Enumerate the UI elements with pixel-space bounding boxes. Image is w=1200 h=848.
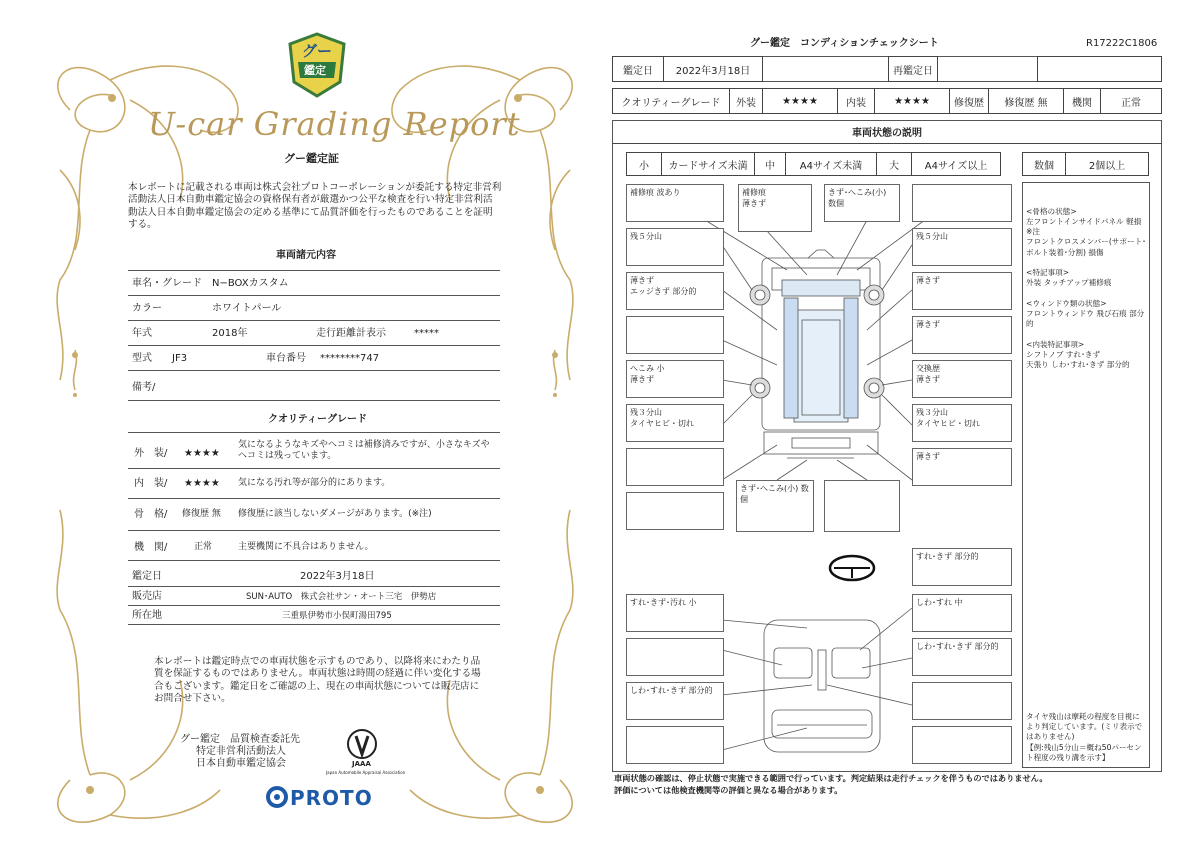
mileage-label: 走行距離計表示: [316, 328, 386, 339]
interior-stars: ★★★★: [184, 478, 220, 489]
legend-mid-cell: [754, 152, 786, 176]
exterior-stars: ★★★★: [184, 448, 220, 459]
side-notes-panel: [1022, 182, 1150, 768]
note-steering: すれ･きず 部分的: [912, 548, 1012, 586]
note-floor: [912, 682, 1012, 720]
note-rear-left: [626, 448, 724, 486]
note-left-front-door: 薄きず エッジきず 部分的: [626, 272, 724, 310]
note-right-front-door: 薄きず: [912, 272, 1012, 310]
sheet-footer-1: 車両状態の確認は、停止状態で実施できる範囲で行っています。判定結果は走行チェックを伴うものではありません。: [614, 773, 1048, 783]
report-id: R17222C1806: [1086, 38, 1158, 49]
dealer-label: 販売店: [132, 591, 162, 602]
legend-large-desc-cell: [911, 152, 1001, 176]
note-right-quarter: 交換歴 薄きず: [912, 360, 1012, 398]
legend-small-desc-cell: [661, 152, 755, 176]
count-value: 2個以上: [1088, 160, 1126, 172]
date-label-cell: [612, 56, 664, 82]
note-right-rear-door: 薄きず: [912, 316, 1012, 354]
repair-value-cell: [988, 88, 1064, 114]
sheet-title: グー鑑定 コンディションチェックシート: [750, 38, 939, 49]
count-label-cell: [1022, 152, 1066, 176]
reexam-label-cell: [888, 56, 938, 82]
note-rear-bumper-left: [626, 492, 724, 530]
date-value: 2022年3月18日: [675, 65, 751, 77]
interior-desc: 気になる汚れ等が部分的にあります。: [238, 478, 391, 488]
model-value: JF3: [172, 353, 188, 364]
int-label: 内装: [846, 97, 866, 109]
exterior-label: 外 装/: [134, 448, 168, 459]
ext-stars-cell: [762, 88, 838, 114]
int-label-cell: [837, 88, 875, 114]
repair-value: 修復歴 無: [1004, 97, 1048, 109]
note-rear-bumper-right: [824, 480, 900, 532]
ext-stars: ★★★★: [782, 95, 818, 107]
engine-value-cell: [1100, 88, 1162, 114]
int-stars: ★★★★: [894, 95, 930, 107]
reexam-extra-cell: [1037, 56, 1162, 82]
date-value: 2022年3月18日: [300, 571, 375, 582]
disclaimer: 本レポートは鑑定時点での車両状態を示すものであり、以降将来にわたり品質を保証するものではありません。車両状態は時間の経過に伴い変化する場合もございます。鑑定日をご確認の上、現在の車両状態については販売店にお問合せ下さい。: [154, 656, 481, 705]
badge-logo-text: グー: [302, 42, 333, 60]
legend-mid-desc: A4サイズ未満: [799, 160, 863, 172]
chassis-label: 車台番号: [266, 353, 306, 364]
car-name-value: N−BOXカスタム: [212, 278, 289, 289]
engine-desc: 主要機関に不具合はありません。: [238, 542, 374, 552]
certificate-intro: 本レポートに記載される車両は株式会社プロトコーポレーションが委託する特定非営利活動法人日本自動車鑑定協会の資格保有者が厳選かつ公平な検査を行い特定非営利活動法人日本自動車鑑定協会の定める基準にて品質評価を行ったものであることを証明する。: [128, 182, 502, 231]
footer-line3: 日本自動車鑑定協会: [196, 758, 286, 769]
exterior-desc: 気になるようなキズやヘコミは補修済みですが、小さなキズやヘコミは残っています。: [238, 440, 490, 462]
tire-note: タイヤ残山は摩耗の程度を目視により判定しています。(ミリ表示ではありません) 【例:残山5分山＝概ね50パーセント程度の残り溝を示す】: [1026, 711, 1143, 762]
count-label: 数個: [1034, 160, 1054, 172]
jaaa-text: JAAA: [352, 760, 371, 768]
footer-line2: 特定非営利活動法人: [196, 746, 286, 757]
note-tire-rear-right: 残３分山 タイヤヒビ・切れ: [912, 404, 1012, 442]
legend-large-cell: [876, 152, 912, 176]
note-ceiling: しわ･すれ 中: [912, 594, 1012, 632]
note-rear-right: 薄きず: [912, 448, 1012, 486]
badge-label: 鑑定: [304, 64, 326, 77]
note-tire-front-left: 残５分山: [626, 228, 724, 266]
repair-label-cell: [949, 88, 989, 114]
engine-label: 機 関/: [134, 542, 168, 553]
note-front-seat-left: [626, 638, 724, 676]
note-back-door: きず･へこみ(小) 数個: [736, 480, 814, 532]
chassis-value: ********747: [320, 353, 380, 364]
count-value-cell: [1065, 152, 1149, 176]
side-notes-text: <骨格の状態> 左フロントインサイドパネル 軽損 ※注 フロントクロスメンバー(サポート･ボルト装着･分割) 損傷 <特記事項> 外装 タッチアップ補修痕 <ウィンドウ類の状態> フロントウィンドウ 飛び石痕 部分的 <内装特記事項> シフトノブ すれ･きず 天張り しわ･すれ･きず 部分的: [1026, 206, 1146, 370]
note-luggage-left: [626, 726, 724, 764]
date-value-cell: [663, 56, 763, 82]
date-label: 鑑定日: [132, 571, 162, 582]
certificate-title: グー鑑定証: [284, 152, 339, 165]
footer-line1: グー鑑定 品質検査委託先: [180, 734, 300, 745]
section-title: 車両状態の説明: [852, 128, 922, 139]
legend-mid: 中: [765, 160, 775, 172]
legend-small-cell: [626, 152, 662, 176]
note-luggage-right: [912, 726, 1012, 764]
date-label: 鑑定日: [623, 65, 653, 77]
engine-value: 正常: [1121, 97, 1141, 109]
note-front-right-fender: きず･へこみ(小) 数個: [824, 184, 900, 222]
quality-heading: クオリティーグレード: [268, 414, 367, 425]
car-name-label: 車名・グレード: [132, 278, 202, 289]
frame-desc: 修復歴に該当しないダメージがあります。(※注): [238, 509, 432, 519]
year-value: 2018年: [212, 328, 248, 339]
address-value: 三重県伊勢市小俣町湯田795: [282, 611, 392, 621]
dealer-value: SUN･AUTO 株式会社サン・オート三宅 伊勢店: [246, 592, 437, 602]
address-label: 所在地: [132, 610, 162, 621]
note-dashboard: すれ･きず･汚れ 小: [626, 594, 724, 632]
legend-large-desc: A4サイズ以上: [924, 160, 988, 172]
frame-value: 修復歴 無: [182, 509, 221, 519]
reexam-label: 再鑑定日: [893, 65, 933, 77]
frame-label: 骨 格/: [134, 509, 168, 520]
repair-label: 修復歴: [954, 97, 984, 109]
sheet-footer-2: 評価については他検査機関等の評価と異なる場合があります。: [614, 785, 843, 795]
color-label: カラー: [132, 303, 162, 314]
quality-label: クオリティーグレード: [621, 97, 721, 109]
int-stars-cell: [874, 88, 950, 114]
note-tire-front-right: 残５分山: [912, 228, 1012, 266]
legend-large: 大: [889, 160, 899, 172]
model-label: 型式: [132, 353, 152, 364]
engine-label-cell: [1063, 88, 1101, 114]
spec-heading: 車両諸元内容: [276, 250, 336, 261]
ext-label-cell: [729, 88, 763, 114]
note-front-seat-right: しわ･すれ･きず 部分的: [912, 638, 1012, 676]
note-left-quarter: へこみ 小 薄きず: [626, 360, 724, 398]
engine-value: 正常: [194, 542, 213, 552]
mileage-value: *****: [414, 328, 439, 339]
section-title-cell: [612, 120, 1162, 144]
note-front-left-bumper: 補修痕 波あり: [626, 184, 724, 222]
script-title: U-car Grading Report: [148, 105, 521, 143]
ext-label: 外装: [736, 97, 756, 109]
legend-mid-desc-cell: [785, 152, 877, 176]
legend-small-desc: カードサイズ未満: [668, 160, 748, 172]
engine-label: 機関: [1072, 97, 1092, 109]
note-left-rear-door: [626, 316, 724, 354]
note-front-right-bumper: [912, 184, 1012, 222]
quality-label-cell: [612, 88, 730, 114]
legend-small: 小: [639, 160, 649, 172]
color-value: ホワイトパール: [212, 303, 282, 314]
proto-text: PROTO: [290, 786, 373, 810]
jaaa-subtext: Japan Automobile Appraisal Association: [326, 770, 406, 775]
remarks-label: 備考/: [132, 382, 156, 393]
interior-label: 内 装/: [134, 478, 168, 489]
note-front-left-fender: 補修痕 薄きず: [738, 184, 812, 232]
note-rear-seat: しわ･すれ･きず 部分的: [626, 682, 724, 720]
year-label: 年式: [132, 328, 152, 339]
note-tire-rear-left: 残３分山 タイヤヒビ・切れ: [626, 404, 724, 442]
